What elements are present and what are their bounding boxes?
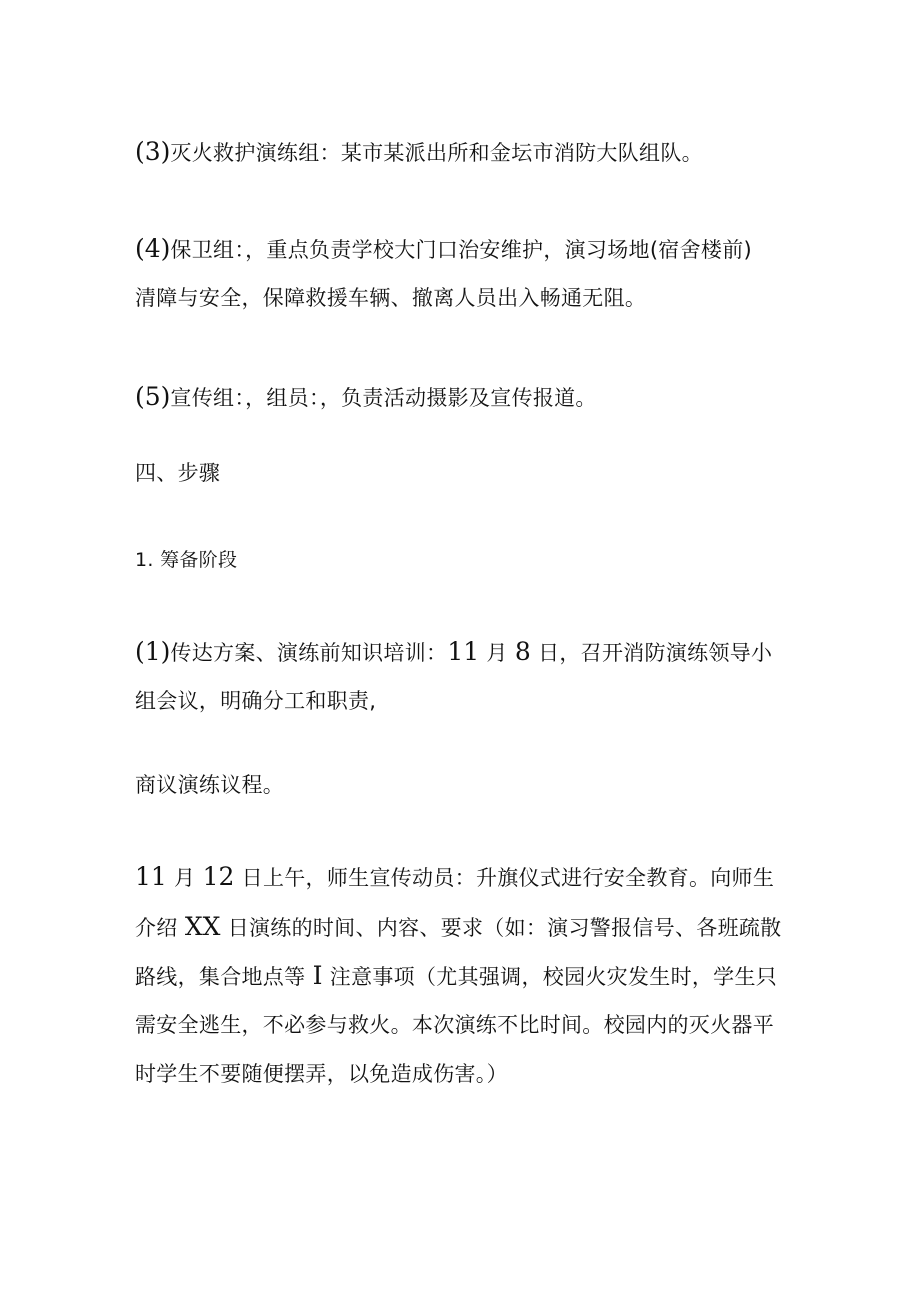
paragraph-group-3: [135, 133, 800, 172]
paragraph-text: 宣传组：，组员：，负责活动摄影及宣传报道。: [170, 386, 597, 410]
paragraph-text: 月: [486, 641, 508, 665]
month-number: 11: [135, 862, 167, 891]
paragraph-group-5: [135, 378, 800, 417]
day-number: 8: [514, 637, 531, 666]
item-number: (1): [135, 637, 171, 666]
paragraph-text: 日上午，师生宣传动员：升旗仪式进行安全教育。向师生: [241, 866, 775, 890]
section-heading-steps: [135, 455, 800, 492]
paragraph-item-1-line-1: [135, 633, 800, 672]
paragraph-nov12-line-1: [135, 858, 800, 897]
paragraph-text: 介绍: [135, 916, 178, 940]
item-number: (5): [135, 382, 171, 411]
paragraph-text: 商议演练议程。: [135, 773, 285, 797]
paragraph-nov12-line-4: [135, 1007, 800, 1044]
paragraph-text: 时学生不要随便摆弄，以免造成伤害。）: [135, 1062, 508, 1086]
paragraph-text: 路线，集合地点等: [135, 965, 306, 989]
paragraph-agenda: [135, 767, 800, 804]
day-number: 12: [202, 862, 235, 891]
paragraph-nov12-line-2: [135, 908, 800, 947]
heading-text: 四、步骤: [135, 461, 221, 485]
paragraph-text: 传达方案、演练前知识培训：: [170, 641, 448, 665]
paragraph-text: 保卫组：，重点负责学校大门口治安维护，演习场地(宿舍楼前): [170, 238, 753, 262]
paragraph-text: 月: [174, 866, 196, 890]
paragraph-text: 组会议，明确分工和职责,: [135, 689, 377, 713]
paragraph-text: 日，召开消防演练领导小: [538, 641, 773, 665]
paragraph-text: 灭火救护演练组：某市某派出所和金坛市消防大队组队。: [170, 141, 703, 165]
item-number: (3): [135, 137, 171, 166]
stray-character: I: [312, 961, 323, 990]
paragraph-group-4-line-1: [135, 230, 800, 269]
paragraph-text: 日演练的时间、内容、要求（如：演习警报信号、各班疏散: [227, 916, 782, 940]
paragraph-text: 清障与安全，保障救援车辆、撤离人员出入畅通无阻。: [135, 286, 647, 310]
paragraph-nov12-line-5: [135, 1056, 800, 1093]
heading-text: 1. 筹备阶段: [135, 549, 238, 571]
paragraph-nov12-line-3: [135, 957, 800, 996]
paragraph-text: 需安全逃生，不必参与救火。本次演练不比时间。校园内的灭火器平: [135, 1013, 774, 1037]
paragraph-group-4-line-2: [135, 280, 800, 317]
subheading-preparation-stage: [135, 542, 800, 579]
paragraph-item-1-line-2: [135, 683, 800, 720]
paragraph-text: 注意事项（尤其强调，校园火灾发生时，学生只: [329, 965, 778, 989]
month-number: 11: [447, 637, 480, 666]
item-number: (4): [135, 234, 171, 263]
placeholder-xx: XX: [184, 912, 221, 941]
